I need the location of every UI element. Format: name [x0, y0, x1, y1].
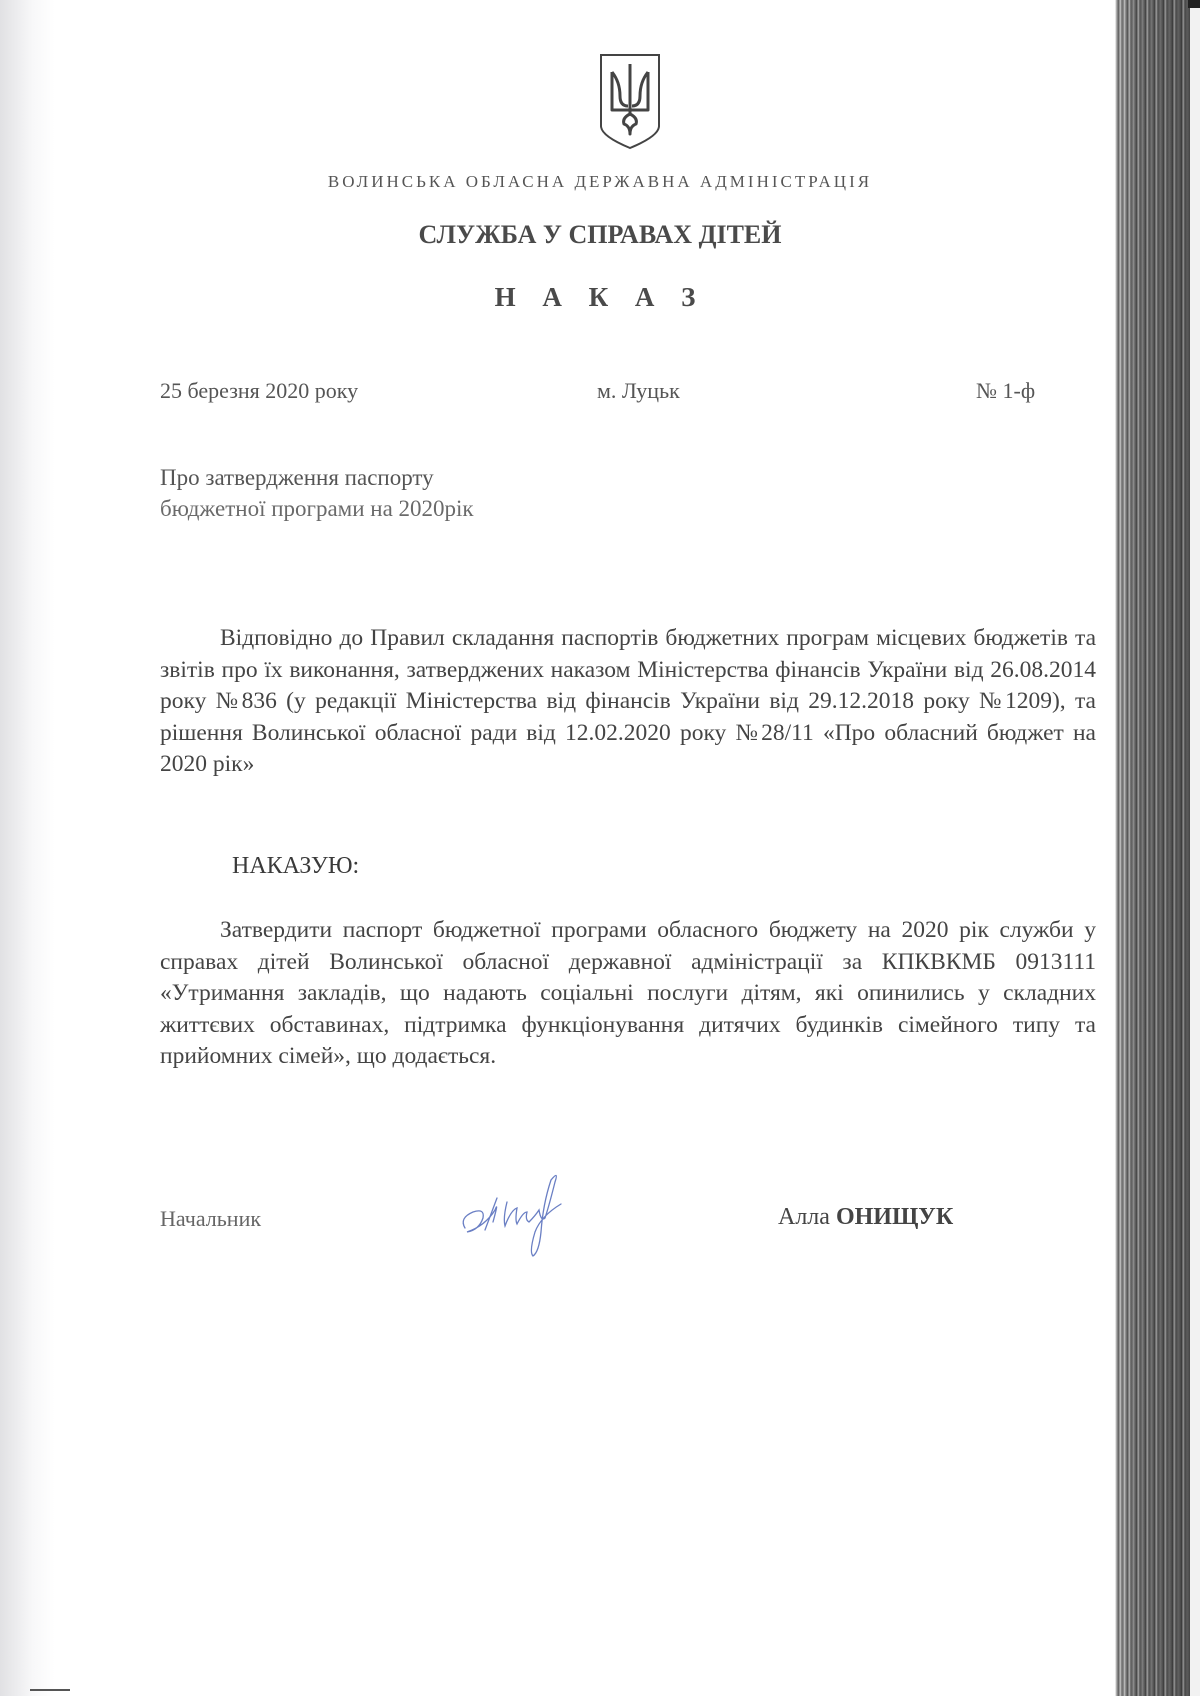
order-number: № 1-ф — [976, 378, 1036, 403]
signatory-first-name: Алла — [778, 1204, 830, 1230]
service-name: СЛУЖБА У СПРАВАХ ДІТЕЙ — [418, 220, 782, 249]
order-city: м. Луцьк — [597, 378, 680, 403]
organization-name: ВОЛИНСЬКА ОБЛАСНА ДЕРЖАВНА АДМІНІСТРАЦІЯ — [327, 172, 873, 191]
scan-bottom-mark — [30, 1689, 70, 1691]
scan-corner-mark — [1188, 0, 1200, 8]
decree-heading: НАКАЗУЮ: — [232, 853, 360, 879]
document-title: Н А К А З — [494, 282, 706, 312]
scan-border-edge — [1190, 0, 1200, 1696]
order-paragraph: Затвердити паспорт бюджетної програми обласного бюджету на 2020 рік служби у справах дітей Волинської обласної державної адміністрації за КПКВКМБ 0913111 «Утримання закладів, що надають соціальні послуги дітям, які опинились у складних життєвих обставинах, підтримка функціонування дитячих будинків сімейного типу та прийомних сімей», що додається. — [160, 917, 1096, 1069]
subject-line-1: Про затвердження паспорту — [160, 465, 434, 490]
order-subject — [160, 462, 474, 524]
order-date: 25 березня 2020 року — [160, 378, 359, 403]
signatory-role: Начальник — [160, 1206, 262, 1231]
signatory-name — [778, 1204, 953, 1231]
preamble-paragraph: Відповідно до Правил складання паспортів бюджетних програм місцевих бюджетів та звітів про їх виконання, затверджених наказом Міністерства фінансів України від 26.08.2014 року №836 (у редакції Міністерства від фінансів України від 29.12.2018 року №1209), та рішення Волинської обласної ради від 12.02.2020 року №28/11 «Про обласний бюджет на 2020 рік» — [160, 625, 1096, 777]
scan-border-right — [1115, 0, 1190, 1696]
scan-shadow-left — [0, 0, 55, 1696]
handwritten-signature — [455, 1160, 605, 1260]
ukraine-coat-of-arms-icon — [598, 52, 662, 150]
subject-line-2: бюджетної програми на 2020рік — [160, 496, 474, 521]
signatory-last-name: ОНИЩУК — [835, 1204, 954, 1230]
